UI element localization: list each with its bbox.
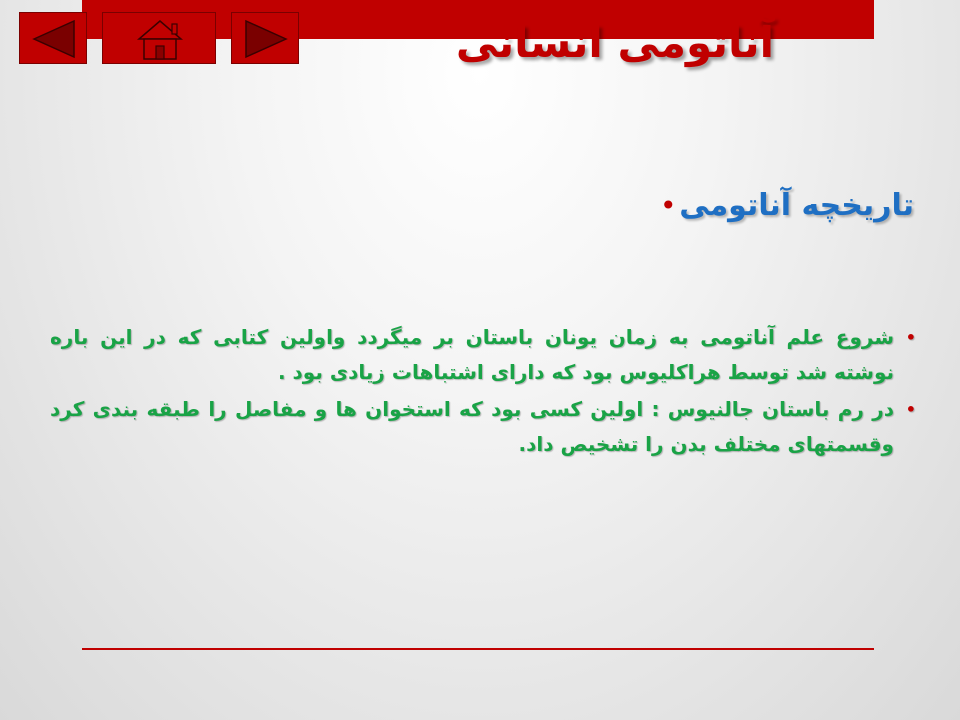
body-paragraph-text: شروع علم آناتومی به زمان یونان باستان بر میگردد واولین کتابی که در این باره نوشته شد توسط هراکلیوس بود که دارای اشتباهات زیادی بود .	[50, 325, 894, 384]
body-paragraph	[50, 392, 918, 462]
body-paragraph	[50, 320, 918, 390]
triangle-left-icon	[20, 13, 88, 65]
next-slide-button[interactable]	[231, 12, 299, 64]
section-heading: تاریخچه آناتومی	[679, 188, 914, 223]
triangle-right-icon	[232, 13, 300, 65]
heading-bullet-row	[657, 188, 918, 223]
body-paragraph-text: در رم باستان جالنیوس : اولین کسی بود که استخوان ها و مفاصل را طبقه بندی کرد وقسمتهای مختلف بدن را تشخیص داد.	[50, 397, 894, 456]
bullet-icon: •	[905, 400, 916, 419]
bullet-icon: •	[659, 188, 677, 222]
home-button[interactable]	[102, 12, 216, 64]
bullet-icon: •	[905, 328, 916, 347]
bottom-divider	[82, 648, 874, 650]
body-bullet-list	[50, 320, 918, 464]
slide-title: آناتومی انسانی	[455, 18, 774, 67]
previous-slide-button[interactable]	[19, 12, 87, 64]
home-icon	[103, 13, 217, 65]
